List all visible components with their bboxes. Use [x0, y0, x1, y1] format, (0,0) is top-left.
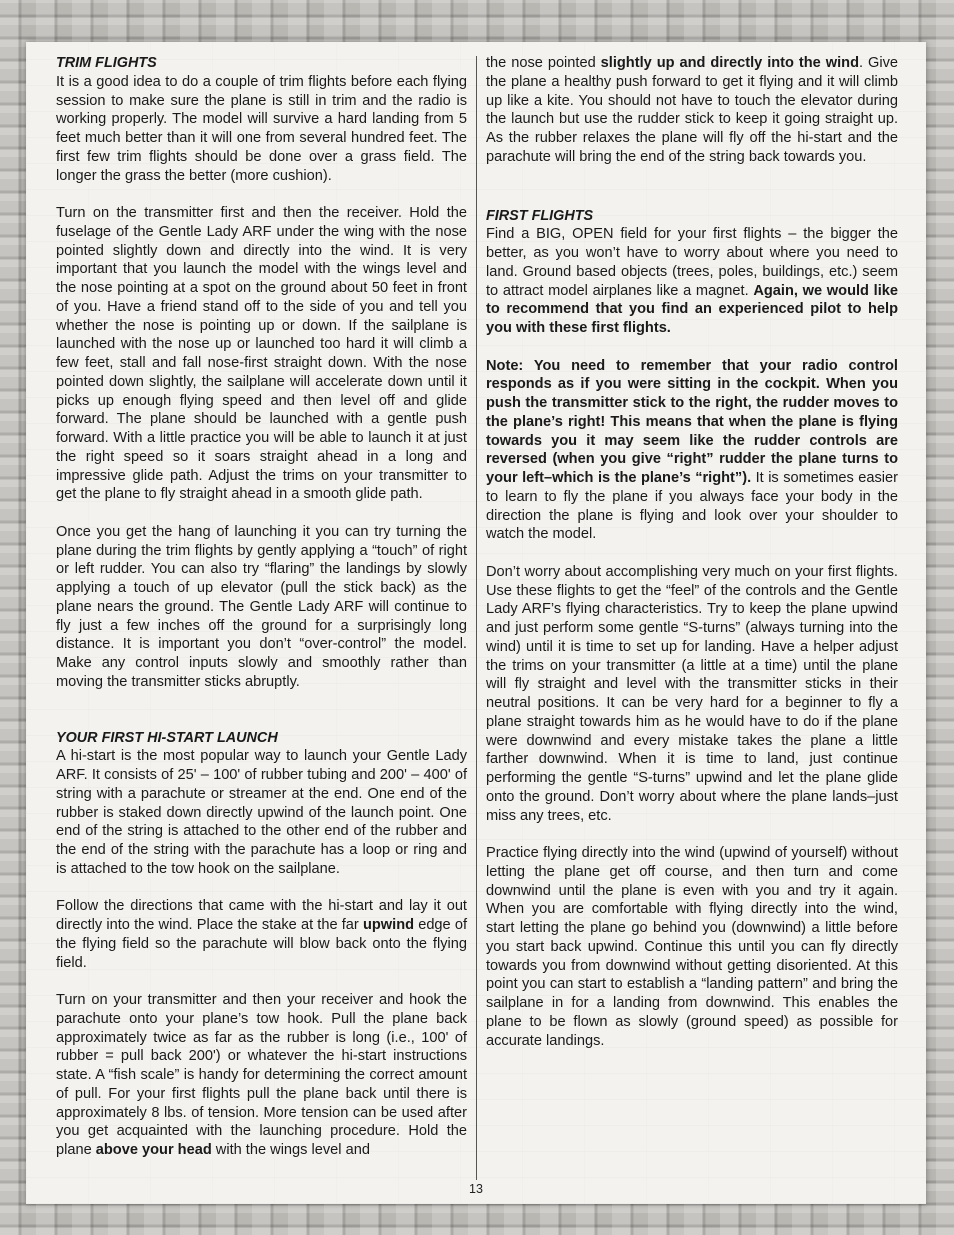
trim-flights-paragraph-2: Turn on the transmitter first and then the receiver. Hold the fuselage of the Gentle Lady ARF under the wing with the nose pointed slightly down and directly into the wind. It is very important that you launch the model with the wings level and the nose pointing at a spot on the ground about 50 feet in front of you. Have a friend stand off to the side of you and tell you whether the nose is pointing up or down. If the sailplane is launched with the nose up or launched too hard it will climb a few feet, stall and fall nose-first straight down. With the nose pointed down slightly, the sailplane will accelerate down until it picks up enough flying speed and then level off and glide forward. The plane should be launched with a gentle push forward. With a little practice you will be able to launch it at just the right speed so it soars straight ahead in a long and impressive glide path. Adjust the trims on your transmitter to get the plane to fly straight ahead in a smooth glide path. — [56, 205, 467, 503]
manual-page — [26, 42, 926, 1204]
first-flights-paragraph-1 — [486, 225, 898, 338]
hi-start-p2-text-c: edge of the flying field so the parachute will blow back onto the flying field. — [56, 917, 468, 971]
section-spacer — [56, 692, 467, 729]
hi-start-p2-bold: upwind — [362, 917, 415, 933]
hi-start-continued-paragraph — [486, 54, 898, 167]
first-flights-heading: FIRST FLIGHTS — [486, 207, 594, 224]
hi-start-p3-bold: above your head — [95, 1142, 212, 1158]
hi-start-p3-text-c: with the wings level and — [211, 1142, 370, 1158]
first-p1-bold: Again, we would like to recommend that you find an experienced pilot to help you with these first flights. — [486, 282, 898, 336]
first-p1-text: Find a BIG, OPEN field for your first flights – the bigger the better, as you won’t have to worry about where you need to land. Ground based objects (trees, poles, buildings, etc.) seem to attract model airplanes like a magnet. — [486, 226, 898, 299]
section-spacer — [486, 167, 898, 207]
hi-start-paragraph-3 — [56, 991, 467, 1160]
right-column — [486, 54, 898, 1050]
first-flights-note-paragraph — [486, 357, 898, 545]
hi-start-p3-text-a: Turn on your transmitter and then your receiver and hook the parachute onto your plane’s tow hook. Pull the plane back approximately twice as far as the rubber is long (i.e., 100' of rubber = pull back 200') or whatever the hi-start instructions state. A “fish scale” is handy for determining the correct amount of pull. For your first flights pull the plane back until there is approximately 8 lbs. of tension. More tension can be used after you get acquainted with the launching procedure. Hold the plane — [56, 992, 467, 1158]
hi-start-p2-text-a: Follow the directions that came with the hi-start and lay it out directly into the wind. Place the stake at the far — [56, 898, 467, 933]
hi-start-paragraph-2 — [56, 897, 467, 972]
hi-start-paragraph-1: A hi-start is the most popular way to launch your Gentle Lady ARF. It consists of 25' – 100' of rubber tubing and 200' – 400' of string with a parachute or streamer at the end. One end of the rubber is staked down directly upwind of the launch point. One end of the string is attached to the other end of the rubber and the end of the string with the parachute has a loop or ring and is attached to the tow hook on the sailplane. — [56, 748, 467, 877]
continued-bold: slightly up and directly into the wind — [600, 55, 859, 71]
first-note-bold: Note: You need to remember that your radio control responds as if you were sitting in the cockpit. When you push the transmitter stick to the right, the rudder moves to the plane’s right! This means that when the plane is flying towards you it may seem like the rudder controls are reversed (when you give “right” rudder the plane turns to your left–which is the plane’s “right”). — [486, 357, 898, 486]
first-flights-paragraph-4: Practice flying directly into the wind (upwind of yourself) without letting the plane get off course, and then turn and come downwind until the plane is even with you and try it again. When you are comfortable with flying directly into the wind, start letting the plane go behind you (downwind) a little before you start back upwind. Continue this until you can fly directly towards you from downwind without getting disoriented. At this point you can start to establish a “landing pattern” and bring the sailplane in for a landing from downwind. This enables the plane to be flown as slowly (ground speed) as possible for accurate landings. — [486, 845, 898, 1049]
first-flights-paragraph-3: Don’t worry about accomplishing very much on your first flights. Use these flights to get the “feel” of the controls and the Gentle Lady ARF’s flying characteristics. Try to keep the plane upwind and just perform some gentle “S-turns” (always turning into the wind) until it is time to set up for landing. Have a helper adjust the trims on your transmitter (a little at a time) until the plane will fly straight and level with the transmitter sticks in their neutral positions. It can be very hard for a beginner to fly a plane straight towards him as he would have to do if the plane were downwind and every mistake takes the plane a little farther downwind. When it is time to land, just continue performing the gentle “S-turns” upwind and let the plane glide onto the ground. Don’t worry about where the plane lands–just miss any trees, etc. — [486, 563, 898, 824]
page-number: 13 — [469, 1182, 483, 1196]
continued-text-c: . Give the plane a healthy push forward to get it flying and it will climb up like a kite. You should not have to touch the elevator during the launch but use the rudder stick to keep it going straight up. As the rubber relaxes the plane will fly off the hi-start and the parachute will bring the end of the string back towards you. — [486, 55, 898, 165]
trim-flights-paragraph-3: Once you get the hang of launching it you can try turning the plane during the trim flights by gently applying a “touch” of right or left rudder. You can also try “flaring” the landings by slowly applying a touch of up elevator (pull the stick back) as the plane nears the ground. The Gentle Lady ARF will continue to fly just a few inches off the ground for a surprisingly long distance. It is important you don’t “over-control” the model. Make any control inputs slowly and smoothly rather than moving the transmitter sticks abruptly. — [56, 523, 467, 690]
continued-text-a: the nose pointed — [486, 55, 601, 71]
first-note-text: It is sometimes easier to learn to fly the plane if you always face your body in the direction the plane is flying and look over your shoulder to watch the model. — [486, 470, 898, 543]
trim-flights-heading: TRIM FLIGHTS — [56, 55, 157, 71]
trim-flights-paragraph-1: It is a good idea to do a couple of trim flights before each flying session to make sure the plane is still in trim and the radio is working properly. The model will survive a hard landing from 5 feet much better than it will one from several hundred feet. The first few trim flights should be done over a grass field. The longer the grass the better (more cushion). — [56, 73, 467, 184]
left-column — [56, 54, 467, 1160]
column-divider — [476, 56, 477, 1180]
hi-start-heading: YOUR FIRST HI-START LAUNCH — [56, 729, 278, 746]
